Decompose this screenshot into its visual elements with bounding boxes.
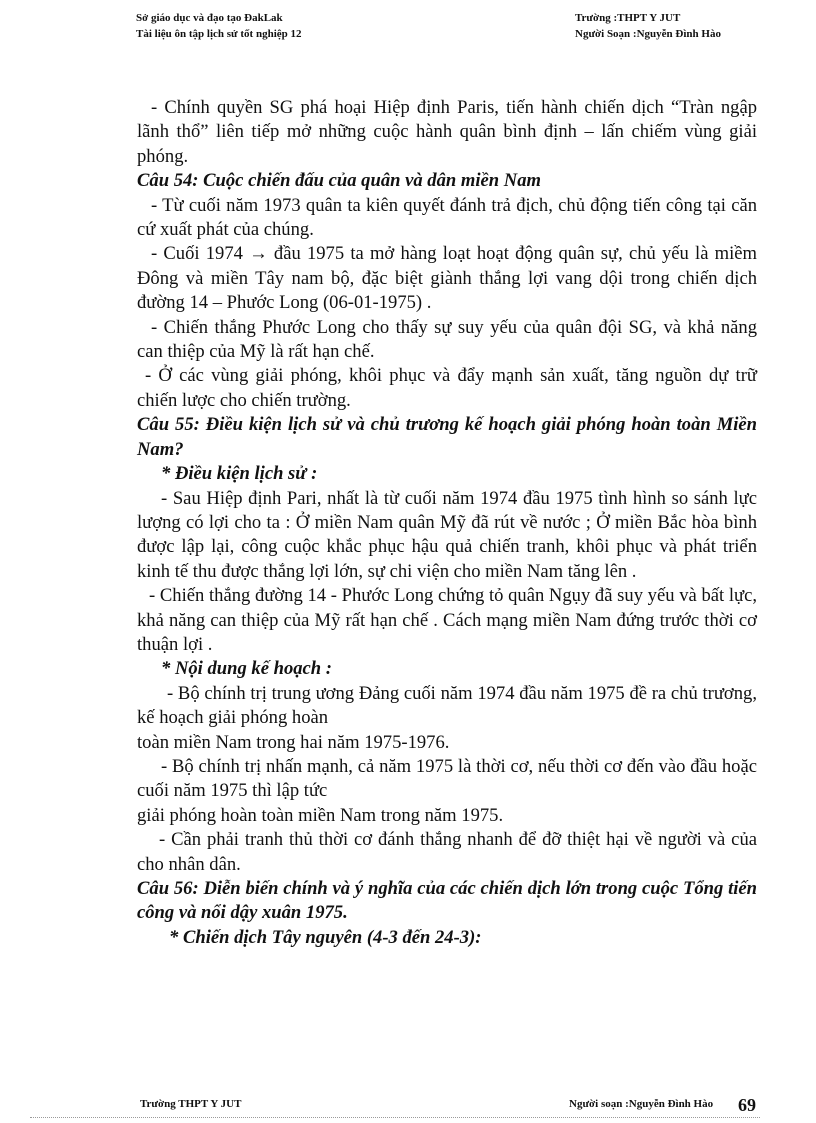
paragraph: giải phóng hoàn toàn miền Nam trong năm 1975. [137, 804, 504, 826]
subheading-plan-content: * Nội dung kế hoạch : [161, 658, 332, 680]
paragraph: - Chiến thắng đường 14 - Phước Long chứng tỏ quân Ngụy đã suy yếu và bất lực, khả năng can thiệp của Mỹ rất hạn chế . Cách mạng miền Nam đứng trước thời cơ thuận lợi . [137, 585, 757, 655]
subheading-tay-nguyen-campaign: * Chiến dịch Tây nguyên (4-3 đến 24-3): [169, 926, 482, 948]
footer-author: Người soạn :Nguyễn Đình Hào [569, 1098, 714, 1110]
paragraph: - Sau Hiệp định Pari, nhất là từ cuối năm 1974 đầu 1975 tình hình so sánh lực lượng có lợi cho ta : Ở miền Nam quân Mỹ đã rút về nước ; Ở miền Bắc hòa bình được lập lại, công cuộc khắc phục hậu quả chiến tranh, khôi phục và phát triển kinh tế thu được thắng lợi lớn, sự chi viện cho miền Nam tăng lên . [137, 487, 757, 582]
question-55-heading: Câu 55: Điều kiện lịch sử và chủ trương kế hoạch giải phóng hoàn toàn Miền Nam? [137, 414, 757, 460]
header-left [136, 10, 302, 42]
paragraph: - Ở các vùng giải phóng, khôi phục và đẩy mạnh sản xuất, tăng nguồn dự trữ chiến lược cho chiến trường. [137, 365, 757, 411]
question-56-heading: Câu 56: Diễn biến chính và ý nghĩa của các chiến dịch lớn trong cuộc Tổng tiến công và nổi dậy xuân 1975. [137, 878, 757, 924]
header-document-title: Tài liệu ôn tập lịch sử tốt nghiệp 12 [136, 28, 302, 40]
header-right [575, 10, 721, 42]
paragraph: - Từ cuối năm 1973 quân ta kiên quyết đánh trả địch, chủ động tiến công tại căn cứ xuất phát của chúng. [137, 194, 757, 241]
question-54-heading: Câu 54: Cuộc chiến đấu của quân và dân miền Nam [137, 170, 541, 192]
document-body [137, 96, 757, 950]
paragraph: toàn miền Nam trong hai năm 1975-1976. [137, 731, 450, 753]
paragraph: - Chiến thắng Phước Long cho thấy sự suy yếu của quân đội SG, và khả năng can thiệp của Mỹ là rất hạn chế. [137, 316, 757, 363]
paragraph: - Cuối 1974 → đầu 1975 ta mở hàng loạt hoạt động quân sự, chủ yếu là miềm Đông và miền Tây nam bộ, đặc biệt giành thắng lợi vang dội trong chiến dịch đường 14 – Phước Long (06-01-1975) . [137, 243, 757, 314]
page-number: 69 [738, 1095, 756, 1115]
paragraph: - Bộ chính trị trung ương Đảng cuối năm 1974 đầu năm 1975 đề ra chủ trương, kế hoạch giải phóng hoàn [137, 682, 757, 729]
header-department: Sở giáo dục và đạo tạo ĐakLak [136, 12, 283, 24]
footer-divider [30, 1117, 760, 1118]
paragraph: - Bộ chính trị nhấn mạnh, cả năm 1975 là thời cơ, nếu thời cơ đến vào đầu hoặc cuối năm 1975 thì lập tức [137, 755, 757, 802]
footer-school: Trường THPT Y JUT [140, 1098, 242, 1110]
subheading-historical-conditions: * Điều kiện lịch sử : [161, 463, 318, 485]
header-author: Người Soạn :Nguyễn Đình Hào [575, 28, 721, 40]
paragraph: - Cần phải tranh thủ thời cơ đánh thắng nhanh để đỡ thiệt hại về người và của cho nhân dân. [137, 829, 757, 875]
paragraph: - Chính quyền SG phá hoại Hiệp định Paris, tiến hành chiến dịch “Tràn ngập lãnh thổ” liên tiếp mở những cuộc hành quân bình định – lấn chiếm vùng giải phóng. [137, 97, 757, 167]
header-school: Trường :THPT Y JUT [575, 12, 681, 24]
